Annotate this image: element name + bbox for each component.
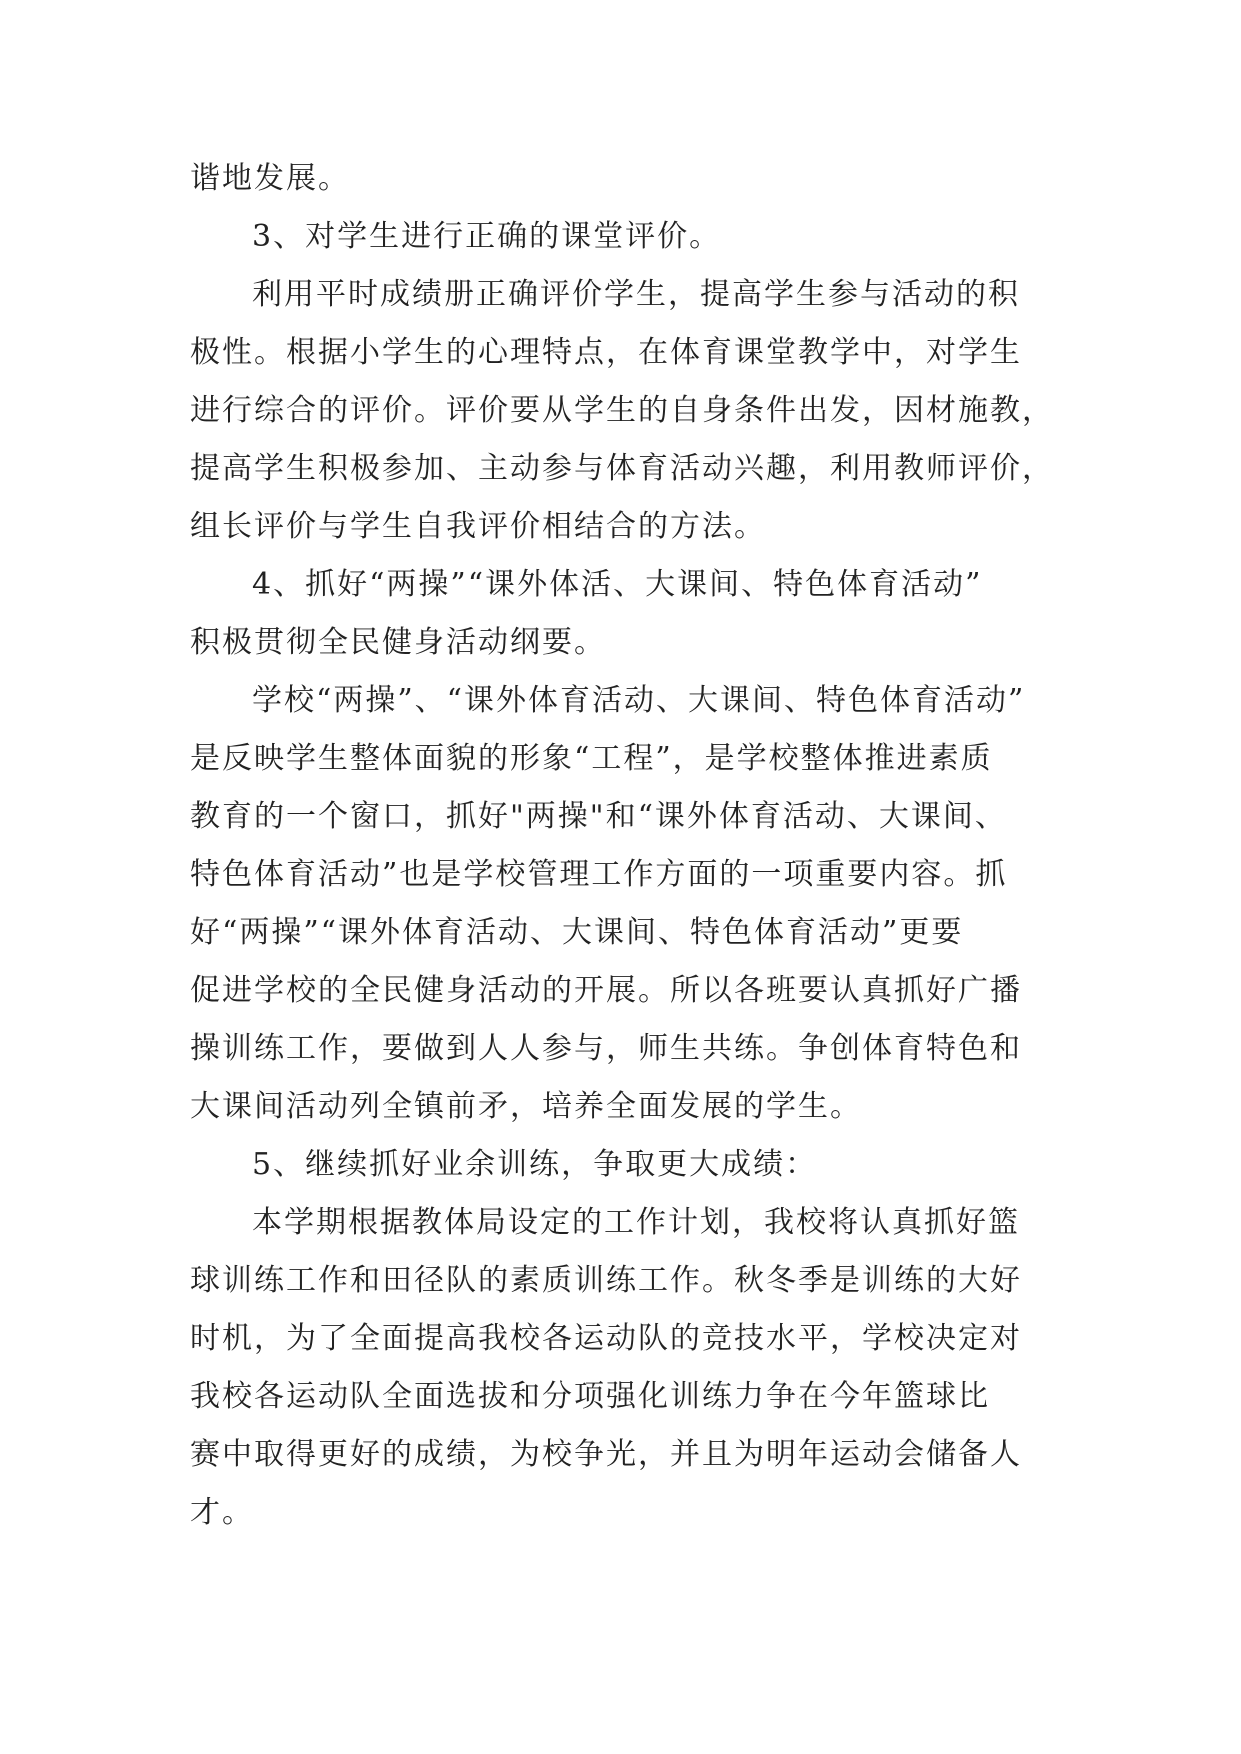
- text-line: 本学期根据教体局设定的工作计划，我校将认真抓好篮: [252, 1205, 1020, 1240]
- text-line: 进行综合的评价。评价要从学生的自身条件出发，因材施教，: [190, 393, 1054, 428]
- document-body: [190, 150, 1070, 1542]
- text-line: 极性。根据小学生的心理特点，在体育课堂教学中，对学生: [190, 335, 1022, 370]
- text-line: 才。: [190, 1495, 254, 1530]
- text-line: 学校“两操”、“课外体育活动、大课间、特色体育活动”: [252, 683, 1026, 718]
- text-line: 我校各运动队全面选拔和分项强化训练力争在今年篮球比: [190, 1379, 990, 1414]
- text-line: 是反映学生整体面貌的形象“工程”，是学校整体推进素质: [190, 741, 993, 776]
- text-line: 4、抓好“两操”“课外体活、大课间、特色体育活动”: [252, 567, 983, 602]
- text-line: 谐地发展。: [190, 161, 350, 196]
- text-line: 赛中取得更好的成绩，为校争光，并且为明年运动会储备人: [190, 1437, 1022, 1472]
- text-line: 5、继续抓好业余训练，争取更大成绩：: [252, 1147, 818, 1182]
- text-line: 组长评价与学生自我评价相结合的方法。: [190, 509, 766, 544]
- text-line: 利用平时成绩册正确评价学生，提高学生参与活动的积: [252, 277, 1020, 312]
- text-line: 特色体育活动”也是学校管理工作方面的一项重要内容。抓: [190, 857, 1008, 892]
- text-line: 积极贯彻全民健身活动纲要。: [190, 625, 606, 660]
- text-line: 球训练工作和田径队的素质训练工作。秋冬季是训练的大好: [190, 1263, 1022, 1298]
- text-line: 大课间活动列全镇前矛，培养全面发展的学生。: [190, 1089, 862, 1124]
- text-line: 好“两操”“课外体育活动、大课间、特色体育活动”更要: [190, 915, 964, 950]
- text-line: 操训练工作，要做到人人参与，师生共练。争创体育特色和: [190, 1031, 1022, 1066]
- text-line: 3、对学生进行正确的课堂评价。: [252, 219, 722, 254]
- text-line: 时机，为了全面提高我校各运动队的竞技水平，学校决定对: [190, 1321, 1022, 1356]
- text-line: 教育的一个窗口，抓好"两操"和“课外体育活动、大课间、: [190, 799, 1007, 834]
- text-line: 提高学生积极参加、主动参与体育活动兴趣，利用教师评价，: [190, 451, 1054, 486]
- text-line: 促进学校的全民健身活动的开展。所以各班要认真抓好广播: [190, 973, 1022, 1008]
